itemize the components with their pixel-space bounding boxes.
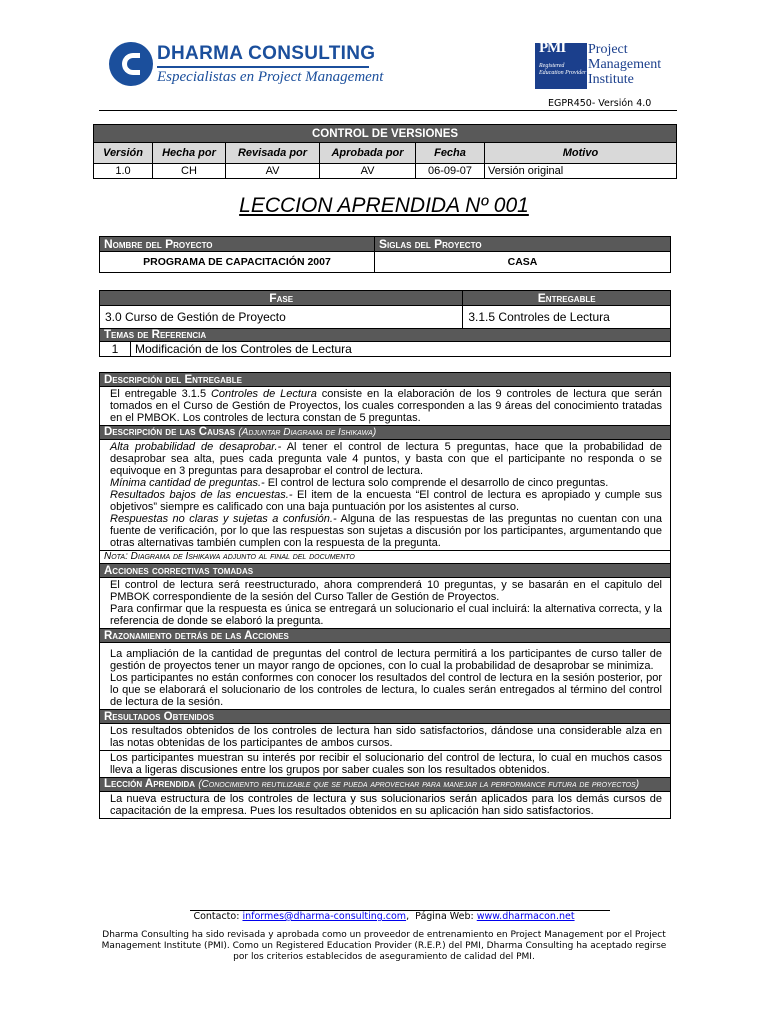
phase-label: Fase xyxy=(100,291,463,306)
lesson-learned-label: Lección Aprendida (Conocimiento reutilizable que se pueda aprovechar para manejar la performance futura de proyectos) xyxy=(100,778,671,792)
ishikawa-note: Nota: Diagrama de Ishikawa adjunto al final del documento xyxy=(100,551,671,564)
footer-contact: Contacto: informes@dharma-consulting.com, Página Web: www.dharmacon.net xyxy=(193,911,575,922)
col-hecha-por: Hecha por xyxy=(153,143,226,164)
results-label: Resultados Obtenidos xyxy=(100,710,671,724)
phase-table xyxy=(99,290,671,357)
reasoning: La ampliación de la cantidad de preguntas del control de lectura permitirá a los participantes de curso taller de gestión de proyectos tener un mayor rango de opciones, con lo cual la probabilidad de desaprobar se minimiza. Los participantes no están conformes con conocer los resultados del control de lectura en la sesión posterior, por lo que se elaborará el solucionario de los controles de lectura, lo cuales serán entregados al término del control de lectura de la sesión. xyxy=(100,643,671,710)
company-tagline: Especialistas en Project Management xyxy=(157,66,369,86)
col-aprobada-por: Aprobada por xyxy=(320,143,416,164)
footer-note: Dharma Consulting ha sido revisada y aprobada como un proveedor de entrenamiento en Project Management por el Project Management Institute (PMI). Como un Registered Education Provider (R.E.P.) del PMI, Dharma Consulting ha aceptado regirse por los criterios establecidos de aseguramiento de calidad del PMI. xyxy=(101,930,667,962)
topic-text: Modificación de los Controles de Lectura xyxy=(131,342,671,357)
results-paragraph: Los participantes muestran su interés por recibir el solucionario del control de lectura, lo cual en muchos casos lleva a ligeras discusiones entre los grupos por saber cuales son los resultados obtenidos. xyxy=(100,751,671,778)
project-name: PROGRAMA DE CAPACITACIÓN 2007 xyxy=(100,252,375,273)
cell-version: 1.0 xyxy=(94,164,153,179)
project-table xyxy=(99,236,671,273)
email-link[interactable]: informes@dharma-consulting.com xyxy=(242,911,407,922)
cell-revisada-por: AV xyxy=(226,164,320,179)
cell-fecha: 06-09-07 xyxy=(416,164,485,179)
document-code: EGPR450- Versión 4.0 xyxy=(548,98,652,109)
cause-item: Alta probabilidad de desaprobar.- Al tener el control de lectura 5 preguntas, hace que la probabilidad de desaprobar sea alta, pues cada pregunta vale 4 puntos, y basta con que el participante no responda o se equivoque en 3 preguntas para desaprobar el control de lectura. xyxy=(110,441,663,477)
project-acronym-label: Siglas del Proyecto xyxy=(375,237,671,252)
version-control-title: CONTROL DE VERSIONES xyxy=(94,125,677,143)
causes-label: Descripción de las Causas (Adjuntar Diagrama de Ishikawa) xyxy=(100,426,671,440)
col-motivo: Motivo xyxy=(485,143,677,164)
website-link[interactable]: www.dharmacon.net xyxy=(476,911,575,922)
col-revisada-por: Revisada por xyxy=(226,143,320,164)
cause-item: Mínima cantidad de preguntas.- El control de lectura solo comprende el desarrollo de cinco preguntas. xyxy=(110,477,609,489)
col-version: Versión xyxy=(94,143,153,164)
topic-number: 1 xyxy=(100,342,131,357)
deliverable-description: El entregable 3.1.5 Controles de Lectura consiste en la elaboración de los 9 controles de lectura que serán tomados en el Curso de Gestión de Proyectos, los cuales corresponden a las 9 áreas del conocimiento tratadas en el PMBOK. Los controles de lectura constan de 5 preguntas. xyxy=(100,387,671,426)
cell-motivo: Versión original xyxy=(485,164,677,179)
footer xyxy=(100,911,668,963)
project-name-label: Nombre del Proyecto xyxy=(100,237,375,252)
dharma-logo-icon xyxy=(109,42,153,86)
cell-aprobada-por: AV xyxy=(320,164,416,179)
version-control-table xyxy=(93,124,677,179)
col-fecha: Fecha xyxy=(416,143,485,164)
lesson-details-table xyxy=(99,372,671,819)
list-item xyxy=(100,342,671,357)
cell-hecha-por: CH xyxy=(153,164,226,179)
pmi-logo-icon: PMI Registered Education Provider xyxy=(535,43,587,89)
reasoning-label: Razonamiento detrás de las Acciones xyxy=(100,629,671,643)
phase-value: 3.0 Curso de Gestión de Proyecto xyxy=(100,306,463,329)
deliverable-description-label: Descripción del Entregable xyxy=(100,373,671,387)
header-divider xyxy=(99,110,677,111)
pmi-name: Project Management Institute xyxy=(588,42,662,87)
project-acronym: CASA xyxy=(375,252,671,273)
lesson-title: LECCION APRENDIDA Nº 001 xyxy=(239,194,529,217)
cause-item: Respuestas no claras y sujetas a confusión.- Alguna de las respuestas de las preguntas no cuentan con una fuente de verificación, por lo que las respuestas son sujetas a discusión por los participantes, argumentando que otras alternativas también cumplen con la respuesta de la pregunta. xyxy=(110,513,663,549)
lesson-learned: La nueva estructura de los controles de lectura y sus solucionarios serán aplicados para los demás cursos de capacitación de la empresa. Pues los resultados obtenidos en su aplicación han sido satisfactorios. xyxy=(100,792,671,819)
table-row xyxy=(94,164,677,179)
company-name: DHARMA CONSULTING xyxy=(157,43,376,64)
corrective-actions: El control de lectura será reestructurado, ahora comprenderá 10 preguntas, y se basarán en el capitulo del PMBOK correspondiente de la sesión del Curso Taller de Gestión de Proyectos. Para confirmar que la respuesta es única se entregará un solucionario el cual incluirá: la alternativa correcta, y la referencia de donde se elaboró la pregunta. xyxy=(100,578,671,629)
deliverable-label: Entregable xyxy=(463,291,671,306)
causes-description xyxy=(100,440,671,551)
deliverable-value: 3.1.5 Controles de Lectura xyxy=(463,306,671,329)
corrective-actions-label: Acciones correctivas tomadas xyxy=(100,564,671,578)
results-paragraph: Los resultados obtenidos de los controles de lectura han sido satisfactorios, dándose una considerable alza en las notas obtenidas de los participantes de ambos cursos. xyxy=(100,724,671,751)
cause-item: Resultados bajos de las encuestas.- El item de la encuesta “El control de lectura es apropiado y cumple sus objetivos” siempre es calificado con una baja puntuación por los asistentes al curso. xyxy=(110,489,662,513)
reference-topics-label: Temas de Referencia xyxy=(100,329,671,342)
